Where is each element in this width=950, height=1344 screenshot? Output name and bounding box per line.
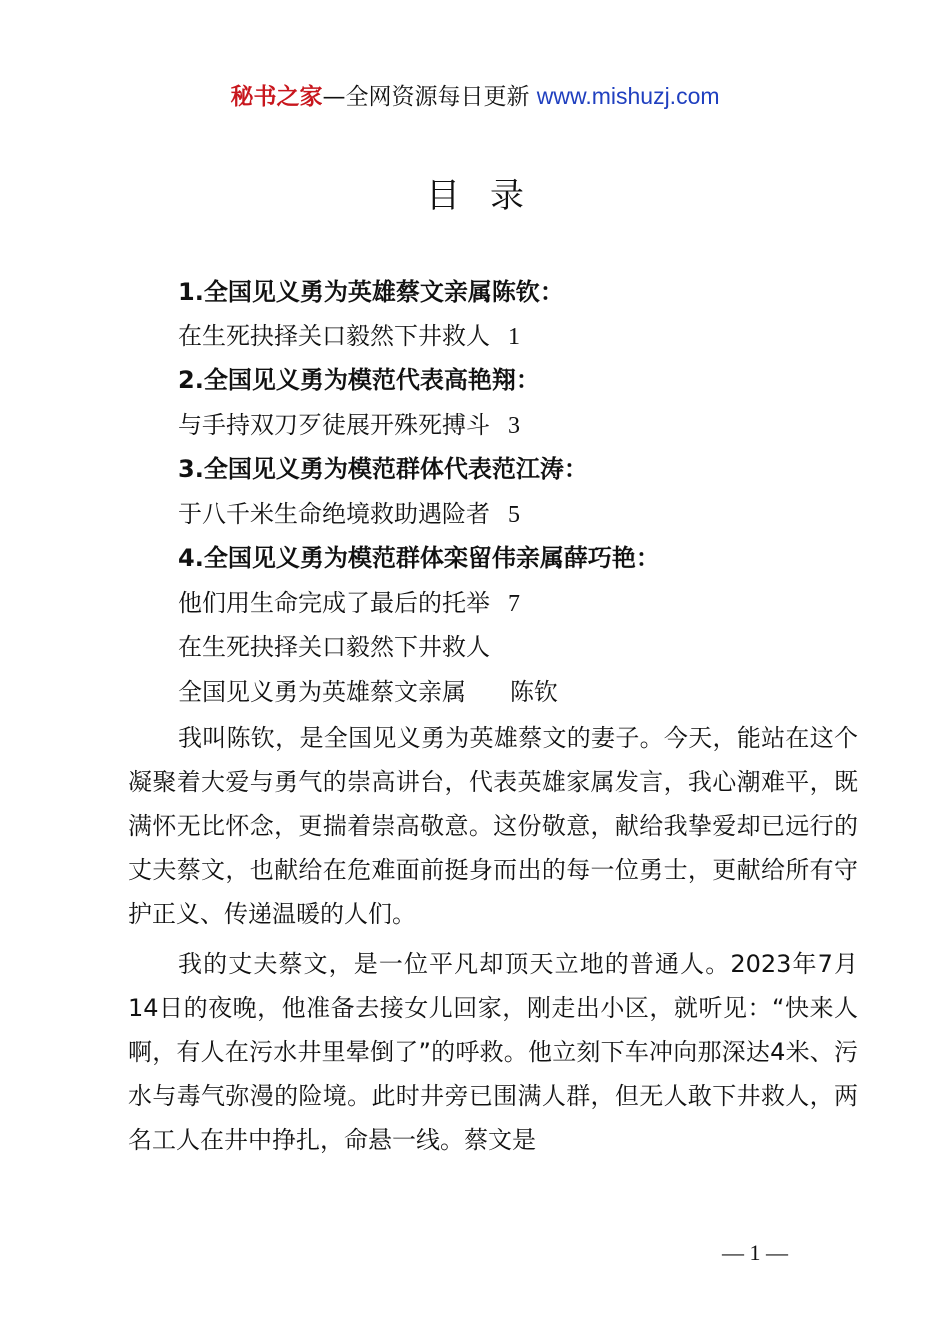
paragraph-2: 我的丈夫蔡文，是一位平凡却顶天立地的普通人。2023年7月14日的夜晚，他准备去接女儿回家，刚走出小区，就听见：“快来人啊，有人在污水井里晕倒了”的呼救。他立刻下车冲向那深达4米、污水与毒气弥漫的险境。此时井旁已围满人群，但无人敢下井救人，两名工人在井中挣扎，命悬一线。蔡文是	[128, 950, 858, 1154]
toc-entry-3-subtitle[interactable]	[178, 497, 520, 532]
toc-entry-1-page: 1	[508, 324, 520, 350]
page-number: — 1 —	[722, 1240, 788, 1265]
site-url-link[interactable]: www.mishuzj.com	[536, 83, 720, 109]
toc-title: 目录	[426, 176, 554, 216]
site-header	[0, 80, 950, 113]
toc-entry-3-heading[interactable]: 3.全国见义勇为模范群体代表范江涛：	[178, 455, 588, 483]
paragraph-1: 我叫陈钦，是全国见义勇为英雄蔡文的妻子。今天，能站在这个凝聚着大爱与勇气的崇高讲台，代表英雄家属发言，我心潮难平，既满怀无比怀念，更揣着崇高敬意。这份敬意，献给我挚爱却已远行的丈夫蔡文，也献给在危难面前挺身而出的每一位勇士，更献给所有守护正义、传递温暖的人们。	[128, 724, 858, 928]
toc-entry-3-page: 5	[508, 502, 520, 528]
toc-entry-2-page: 3	[508, 413, 520, 439]
byline-role: 全国见义勇为英雄蔡文亲属	[178, 678, 466, 706]
article-body	[128, 716, 858, 1162]
toc-entry-4-subtitle-text: 他们用生命完成了最后的托举	[178, 589, 490, 617]
toc-entry-4-page: 7	[508, 591, 520, 617]
brand-name: 秘书之家	[230, 84, 323, 110]
toc-entry-1-subtitle-text: 在生死抉择关口毅然下井救人	[178, 322, 490, 350]
byline-name: 陈钦	[510, 678, 558, 706]
article-title: 在生死抉择关口毅然下井救人	[178, 633, 490, 661]
toc-entry-2-heading[interactable]: 2.全国见义勇为模范代表高艳翔：	[178, 366, 540, 394]
toc-entry-2-subtitle[interactable]	[178, 408, 520, 443]
header-tagline: —全网资源每日更新	[322, 84, 530, 110]
article-byline	[178, 675, 558, 709]
toc-entry-1-heading[interactable]: 1.全国见义勇为英雄蔡文亲属陈钦：	[178, 278, 564, 306]
toc-entry-4-heading[interactable]: 4.全国见义勇为模范群体栾留伟亲属薛巧艳：	[178, 544, 660, 572]
toc-entry-1-subtitle[interactable]	[178, 319, 520, 354]
toc-entry-3-subtitle-text: 于八千米生命绝境救助遇险者	[178, 500, 490, 528]
toc-entry-2-subtitle-text: 与手持双刀歹徒展开殊死搏斗	[178, 411, 490, 439]
toc-entry-4-subtitle[interactable]	[178, 586, 520, 621]
